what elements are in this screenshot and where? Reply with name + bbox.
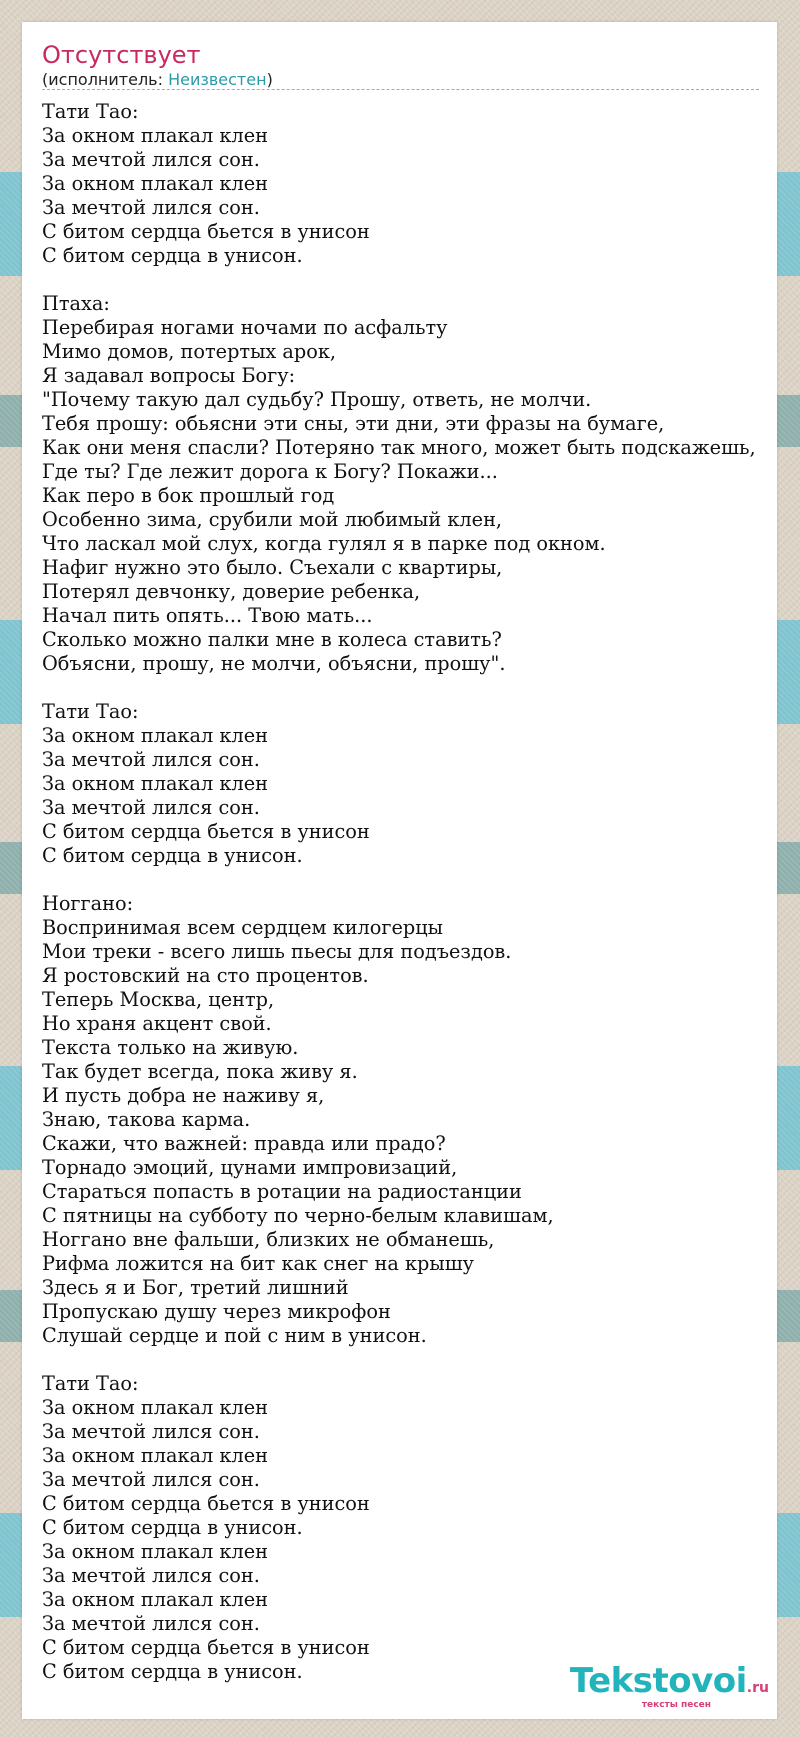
logo-domain: .ru bbox=[746, 1680, 769, 1696]
title-divider bbox=[42, 89, 759, 90]
performer-line bbox=[42, 70, 273, 89]
performer-suffix: ) bbox=[266, 70, 273, 89]
logo-wordmark: Tekstovoi bbox=[569, 1661, 747, 1701]
logo-tagline: тексты песен bbox=[641, 1700, 711, 1710]
performer-link[interactable]: Неизвестен bbox=[168, 70, 267, 89]
song-title: Отсутствует bbox=[42, 41, 201, 69]
performer-prefix: (исполнитель: bbox=[42, 70, 169, 89]
site-logo[interactable] bbox=[569, 1663, 769, 1715]
lyrics-card bbox=[22, 22, 777, 1719]
song-lyrics: Тати Тао: За окном плакал клен За мечтой лился сон. За окном плакал клен За мечтой лился сон. С битом сердца бьется в унисон С битом сердца в унисон. Птаха: Перебирая ногами ночами по асфальту Мимо домов, потертых арок, Я задавал вопросы Богу: "Почему такую дал судьбу? Прошу, ответь, не молчи. Тебя прошу: обьясни эти сны, эти дни, эти фразы на бумаге, Как они меня спасли? Потеряно так много, может быть подскажешь, Где ты? Где лежит дорога к Богу? Покажи... Как перо в бок прошлый год Особенно зима, срубили мой любимый клен, Что ласкал мой слух, когда гулял я в парке под окном. Нафиг нужно это было. Съехали с квартиры, Потерял девчонку, доверие ребенка, Начал пить опять... Твою мать... Сколько можно палки мне в колеса ставить? Объясни, прошу, не молчи, объясни, прошу". Тати Тао: За окном плакал клен За мечтой лился сон. За окном плакал клен За мечтой лился сон. С битом сердца бьется в унисон С битом сердца в унисон. Ноггано: Воспринимая всем сердцем килогерцы Мои треки - всего лишь пьесы для подъездов. Я ростовский на сто процентов. Теперь Москва, центр, Но храня акцент свой. Текста только на живую. Так будет всегда, пока живу я. И пусть добра не наживу я, Знаю, такова карма. Скажи, что важней: правда или прадо? Торнадо эмоций, цунами импровизаций, Стараться попасть в ротации на радиостанции С пятницы на субботу по черно-белым клавишам, Ноггано вне фальши, близких не обманешь, Рифма ложится на бит как снег на крышу Здесь я и Бог, третий лишний Пропускаю душу через микрофон Слушай сердце и пой с ним в унисон. Тати Тао: За окном плакал клен За мечтой лился сон. За окном плакал клен За мечтой лился сон. С битом сердца бьется в унисон С битом сердца в унисон. За окном плакал клен За мечтой лился сон. За окном плакал клен За мечтой лился сон. С битом сердца бьется в унисон С битом сердца в унисон. bbox=[42, 100, 756, 1683]
